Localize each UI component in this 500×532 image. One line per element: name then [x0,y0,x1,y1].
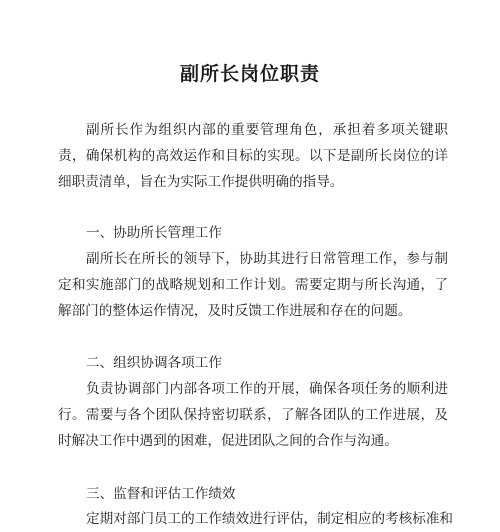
document-title: 副所长岗位职责 [179,63,320,85]
intro-paragraph: 副所长作为组织内部的重要管理角色，承担着多项关键职责，确保机构的高效运作和目标的实现。以下是副所长岗位的详细职责清单，旨在为实际工作提供明确的指导。 [58,122,448,190]
section-heading-1: 一、协助所长管理工作 [86,225,222,241]
section-body-1: 副所长在所长的领导下，协助其进行日常管理工作，参与制定和实施部门的战略规划和工作计划。需要定期与所长沟通，了解部门的整体运作情况，及时反馈工作进展和存在的问题。 [58,251,448,319]
section-body-2: 负责协调部门内部各项工作的开展，确保各项任务的顺利进行。需要与各个团队保持密切联系，了解各团队的工作进展，及时解决工作中遇到的困难，促进团队之间的合作与沟通。 [58,381,448,449]
section-heading-3: 三、监督和评估工作绩效 [86,486,236,502]
section-body-3-text: 定期对部门员工的工作绩效进行评估，制定相应的考核标准和 [86,511,454,527]
section-heading-2: 二、组织协调各项工作 [86,355,222,371]
section-body-3 [58,506,454,527]
